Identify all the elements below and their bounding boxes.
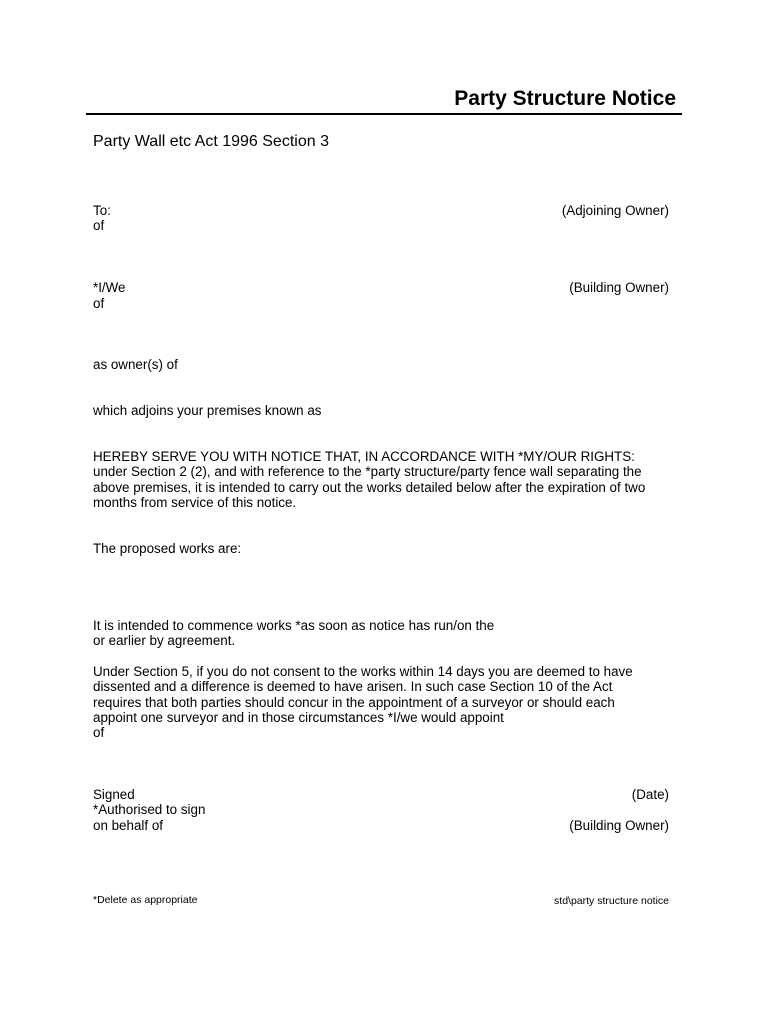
signature-building-owner-label: (Building Owner) bbox=[569, 818, 669, 833]
document-subtitle: Party Wall etc Act 1996 Section 3 bbox=[93, 133, 329, 150]
title-divider bbox=[86, 113, 682, 115]
owner-of-label: as owner(s) of bbox=[93, 357, 178, 372]
adjoins-premises-label: which adjoins your premises known as bbox=[93, 403, 322, 418]
building-owner-of-label: of bbox=[93, 296, 105, 311]
section5-line: of bbox=[93, 725, 105, 740]
to-label: To: bbox=[93, 203, 111, 218]
commence-line: or earlier by agreement. bbox=[93, 633, 236, 648]
on-behalf-label: on behalf of bbox=[93, 818, 163, 833]
proposed-works-label: The proposed works are: bbox=[93, 541, 242, 556]
signed-label: Signed bbox=[93, 787, 135, 802]
adjoining-owner-label: (Adjoining Owner) bbox=[561, 203, 669, 218]
addressee-of-label: of bbox=[93, 218, 105, 233]
delete-note: *Delete as appropriate bbox=[93, 894, 198, 906]
notice-line: above premises, it is intended to carry out the works detailed below after the expiration of two bbox=[93, 480, 646, 495]
date-label: (Date) bbox=[631, 787, 669, 802]
section5-line: dissented and a difference is deemed to have arisen. In such case Section 10 of the Act bbox=[93, 679, 613, 694]
section5-line: appoint one surveyor and in those circumstances *I/we would appoint bbox=[93, 710, 504, 725]
section5-line: requires that both parties should concur in the appointment of a surveyor or should each bbox=[93, 695, 615, 710]
section5-line: Under Section 5, if you do not consent to the works within 14 days you are deemed to have bbox=[93, 664, 633, 679]
i-we-label: *I/We bbox=[93, 280, 126, 295]
commence-line: It is intended to commence works *as soon as notice has run/on the bbox=[93, 618, 495, 633]
notice-line: under Section 2 (2), and with reference to the *party structure/party fence wall separating the bbox=[93, 464, 642, 479]
building-owner-label: (Building Owner) bbox=[569, 280, 669, 295]
notice-line: HEREBY SERVE YOU WITH NOTICE THAT, IN ACCORDANCE WITH *MY/OUR RIGHTS: bbox=[93, 449, 635, 464]
document-title: Party Structure Notice bbox=[454, 87, 676, 110]
authorised-label: *Authorised to sign bbox=[93, 802, 206, 817]
document-reference: std\party structure notice bbox=[554, 895, 669, 907]
notice-line: months from service of this notice. bbox=[93, 495, 297, 510]
